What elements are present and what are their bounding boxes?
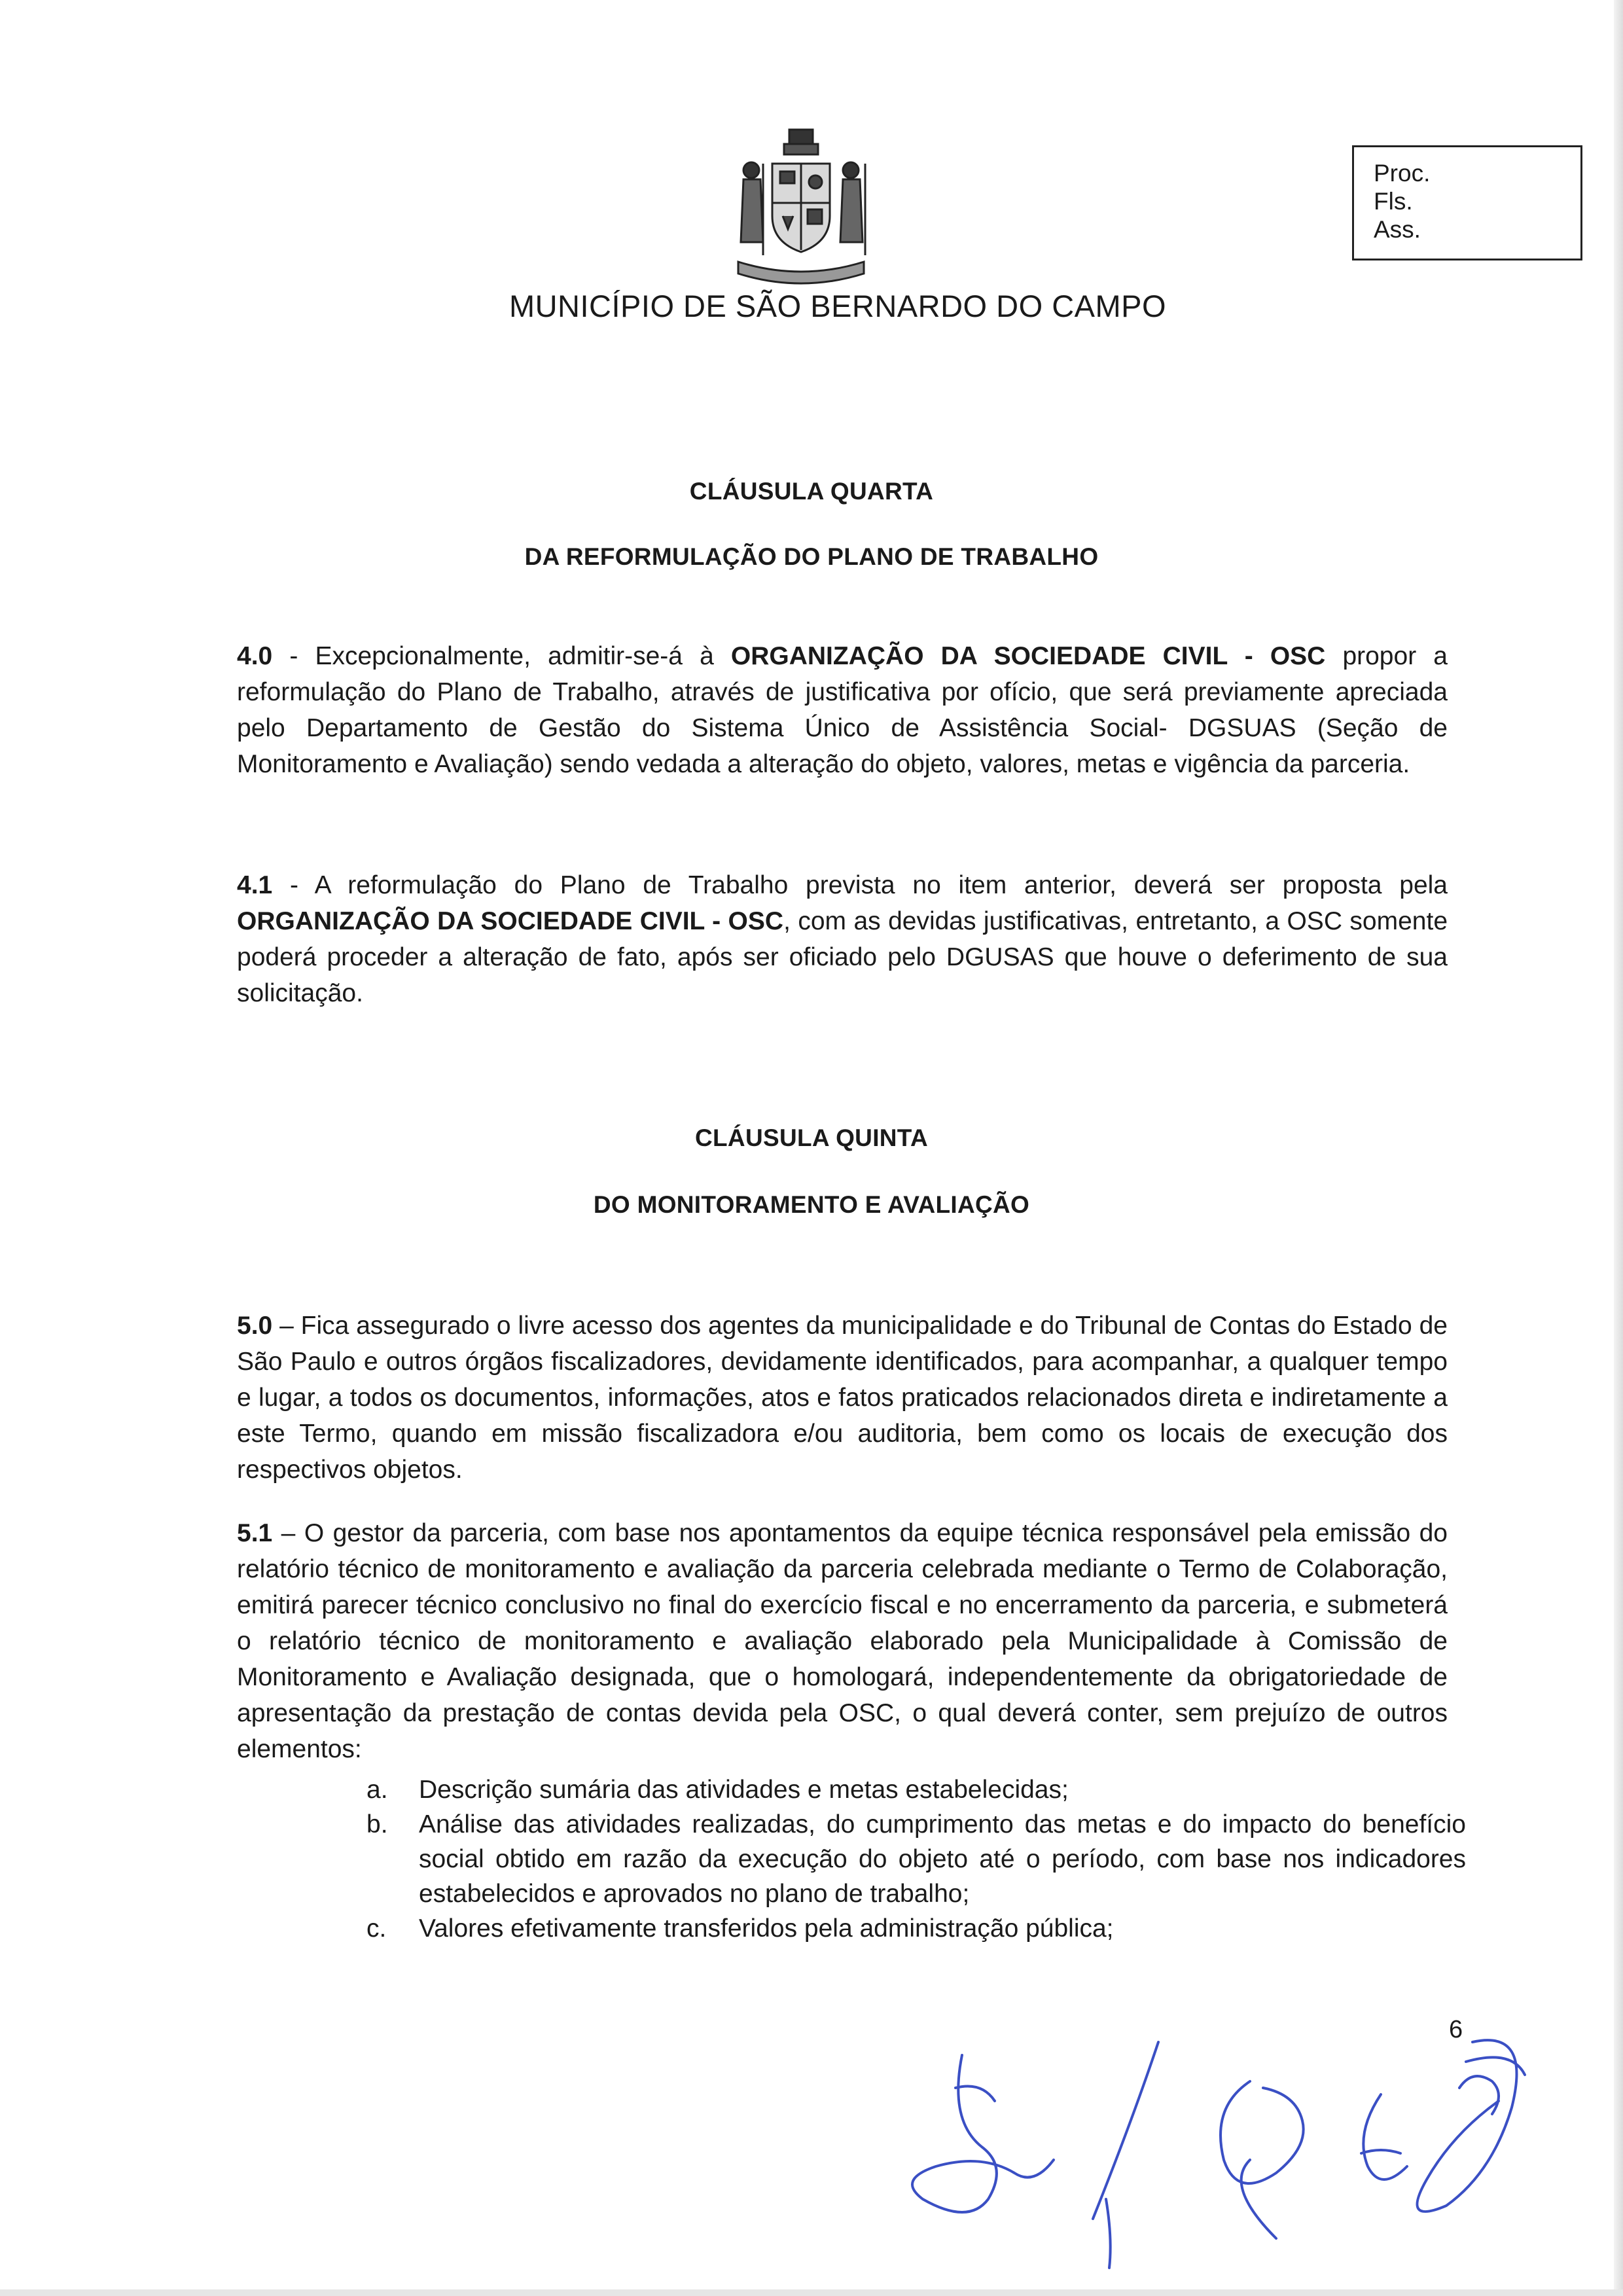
fls-label: Fls. xyxy=(1374,188,1413,215)
list-item xyxy=(366,1807,1466,1911)
paragraph-5-1 xyxy=(237,1515,1448,1767)
osc-name: ORGANIZAÇÃO DA SOCIEDADE CIVIL - OSC xyxy=(730,642,1326,670)
item-number: 4.0 xyxy=(237,642,273,670)
list-marker: a. xyxy=(366,1776,388,1804)
ass-label: Ass. xyxy=(1374,216,1421,243)
paragraph-text: – O gestor da parceria, com base nos apontamentos da equipe técnica responsável pela emissão do relatório técnico de monitoramento e avaliação da parceria celebrada mediante o Termo de Colaboração, emitirá parecer técnico conclusivo no final do exercício fiscal e no encerramento da parceria, e submeterá o relatório técnico de monitoramento e avaliação elaborado pela Municipalidade à Comissão de Monitoramento e Avaliação designada, que o homologará, independentemente da obrigatoriedade de apresentação da prestação de contas devida pela OSC, o qual deverá conter, sem prejuízo de outros elementos: xyxy=(237,1519,1448,1763)
paragraph-5-0 xyxy=(237,1308,1448,1488)
proc-label: Proc. xyxy=(1374,160,1431,187)
requirements-list xyxy=(366,1772,1466,1946)
item-number: 5.1 xyxy=(237,1519,273,1547)
list-item xyxy=(366,1772,1466,1807)
clause-5-title: CLÁUSULA QUINTA xyxy=(695,1124,928,1151)
coat-of-arms-icon xyxy=(725,124,877,288)
process-stamp-box xyxy=(1352,145,1582,260)
clause-5-subtitle: DO MONITORAMENTO E AVALIAÇÃO xyxy=(593,1191,1030,1218)
paragraph-4-1 xyxy=(237,867,1448,1011)
paragraph-text: propor a reformulação do Plano de Trabalho, através de justificativa por ofício, que será previamente apreciada pelo Departamento de Gestão do Sistema Único de Assistência Social- DGSUAS (Seção de Monitoramento e Avaliação) sendo vedada a alteração do objeto, valores, metas e vigência da parceria. xyxy=(237,642,1448,778)
paragraph-4-0 xyxy=(237,638,1448,782)
paragraph-text: - A reformulação do Plano de Trabalho prevista no item anterior, deverá ser proposta pela xyxy=(272,871,1448,899)
paragraph-text: – Fica assegurado o livre acesso dos agentes da municipalidade e do Tribunal de Contas do Estado de São Paulo e outros órgãos fiscalizadores, devidamente identificados, para acompanhar, a qualquer tempo e lugar, a todos os documentos, informações, atos e fatos praticados relacionados direta e indiretamente a este Termo, quando em missão fiscalizadora e/ou auditoria, bem como os locais de execução dos respectivos objetos. xyxy=(237,1312,1448,1484)
list-marker: b. xyxy=(366,1810,388,1839)
paragraph-text: , com as devidas justificativas, entretanto, a OSC somente poderá proceder a alteração de fato, após ser oficiado pelo DGUSAS que houve o deferimento de sua solicitação. xyxy=(237,907,1448,1007)
list-item-text: Valores efetivamente transferidos pela administração pública; xyxy=(419,1914,1114,1943)
list-item xyxy=(366,1911,1466,1946)
page-number: 6 xyxy=(1449,2016,1463,2043)
item-number: 5.0 xyxy=(237,1312,273,1340)
item-number: 4.1 xyxy=(237,871,273,899)
signature-icon xyxy=(883,2003,1551,2278)
clause-4-title: CLÁUSULA QUARTA xyxy=(689,478,934,505)
paragraph-text: - Excepcionalmente, admitir-se-á à xyxy=(272,642,731,670)
scan-edge-bottom xyxy=(0,2289,1623,2296)
osc-name: ORGANIZAÇÃO DA SOCIEDADE CIVIL - OSC xyxy=(237,907,784,935)
list-marker: c. xyxy=(366,1914,387,1943)
clause-4-subtitle: DA REFORMULAÇÃO DO PLANO DE TRABALHO xyxy=(524,543,1099,570)
list-item-text: Descrição sumária das atividades e metas estabelecidas; xyxy=(419,1776,1069,1804)
list-item-text: Análise das atividades realizadas, do cumprimento das metas e do impacto do benefício social obtido em razão da execução do objeto até o período, com base nos indicadores estabelecidos e aprovados no plano de trabalho; xyxy=(419,1810,1466,1908)
municipality-name: MUNICÍPIO DE SÃO BERNARDO DO CAMPO xyxy=(508,289,1167,323)
